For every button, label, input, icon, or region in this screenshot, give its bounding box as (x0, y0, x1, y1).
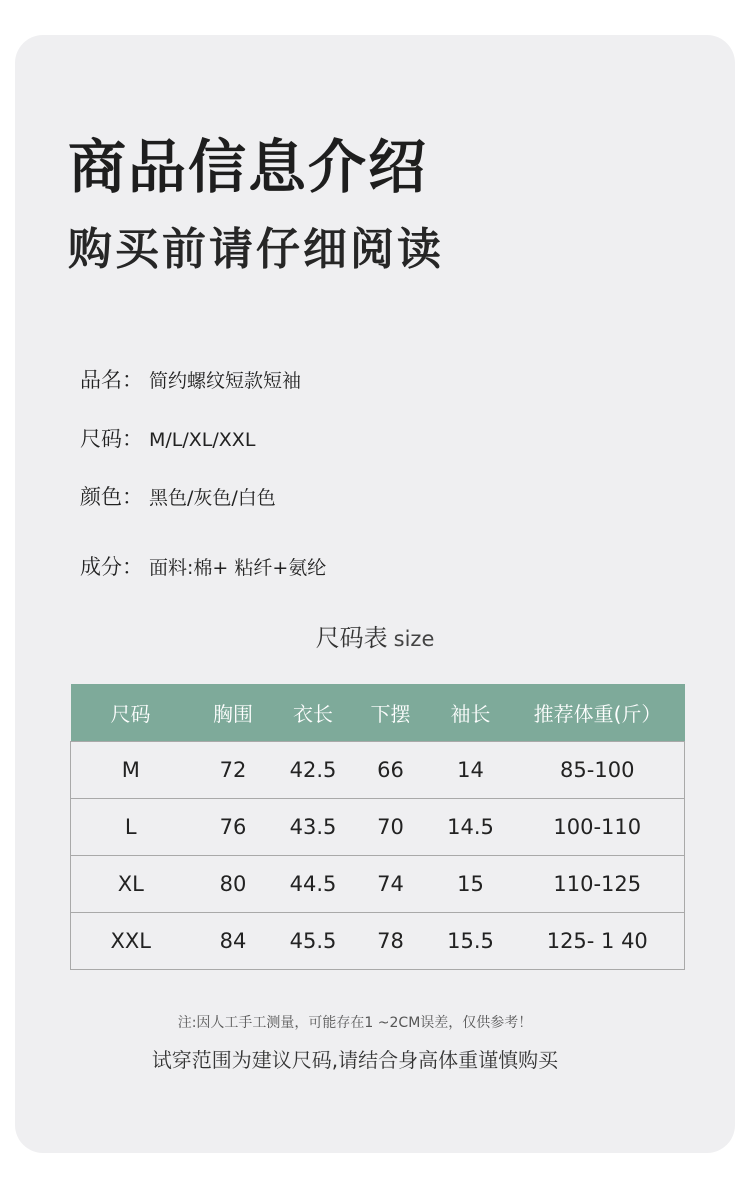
info-card (15, 35, 735, 1153)
size-chart-heading-en: size (393, 627, 435, 651)
info-label-color: 颜色： (80, 485, 143, 509)
table-cell: XXL (71, 913, 191, 970)
table-cell: 100-110 (511, 799, 685, 856)
size-chart-heading-cn: 尺码表 (315, 624, 388, 652)
table-row (71, 799, 685, 856)
table-cell: 74 (351, 856, 431, 913)
table-cell: 14 (431, 742, 511, 799)
table-cell: XL (71, 856, 191, 913)
table-cell: 85-100 (511, 742, 685, 799)
column-header: 衣长 (276, 684, 351, 742)
page-subtitle: 购买前请仔细阅读 (68, 224, 444, 275)
table-cell: 43.5 (276, 799, 351, 856)
table-cell: L (71, 799, 191, 856)
info-row-material (80, 557, 326, 578)
column-header: 袖长 (431, 684, 511, 742)
table-cell: 80 (191, 856, 276, 913)
info-value-size: M/L/XL/XXL (149, 429, 256, 451)
table-cell: 70 (351, 799, 431, 856)
table-row (71, 913, 685, 970)
info-row-name (80, 370, 301, 391)
column-header: 尺码 (71, 684, 191, 742)
info-row-color (80, 487, 276, 508)
info-value-material: 面料:棉+ 粘纤+氨纶 (149, 557, 327, 579)
column-header: 下摆 (351, 684, 431, 742)
table-cell: 125- 1 40 (511, 913, 685, 970)
table-cell: 78 (351, 913, 431, 970)
table-cell: 45.5 (276, 913, 351, 970)
info-label-name: 品名： (80, 368, 143, 392)
column-header: 胸围 (191, 684, 276, 742)
info-label-size: 尺码： (80, 427, 143, 451)
table-cell: 66 (351, 742, 431, 799)
info-label-material: 成分： (80, 555, 143, 579)
info-value-name: 简约螺纹短款短袖 (149, 370, 302, 392)
table-cell: M (71, 742, 191, 799)
table-cell: 76 (191, 799, 276, 856)
table-cell: 14.5 (431, 799, 511, 856)
info-value-color: 黑色/灰色/白色 (149, 487, 276, 509)
table-cell: 72 (191, 742, 276, 799)
size-chart-table (70, 684, 685, 970)
table-cell: 110-125 (511, 856, 685, 913)
sizing-advice: 试穿范围为建议尺码,请结合身高体重谨慎购买 (151, 1048, 559, 1072)
column-header: 推荐体重(斤） (511, 684, 685, 742)
table-cell: 15.5 (431, 913, 511, 970)
table-row (71, 856, 685, 913)
table-row (71, 742, 685, 799)
table-cell: 42.5 (276, 742, 351, 799)
page-title: 商品信息介绍 (68, 133, 429, 201)
measurement-note: 注:因人工手工测量，可能存在1 ~2CM误差，仅供参考！ (177, 1015, 533, 1031)
table-header-row (71, 684, 685, 742)
table-cell: 15 (431, 856, 511, 913)
table-cell: 84 (191, 913, 276, 970)
info-row-size (80, 429, 255, 450)
size-chart-heading (0, 626, 750, 650)
table-cell: 44.5 (276, 856, 351, 913)
